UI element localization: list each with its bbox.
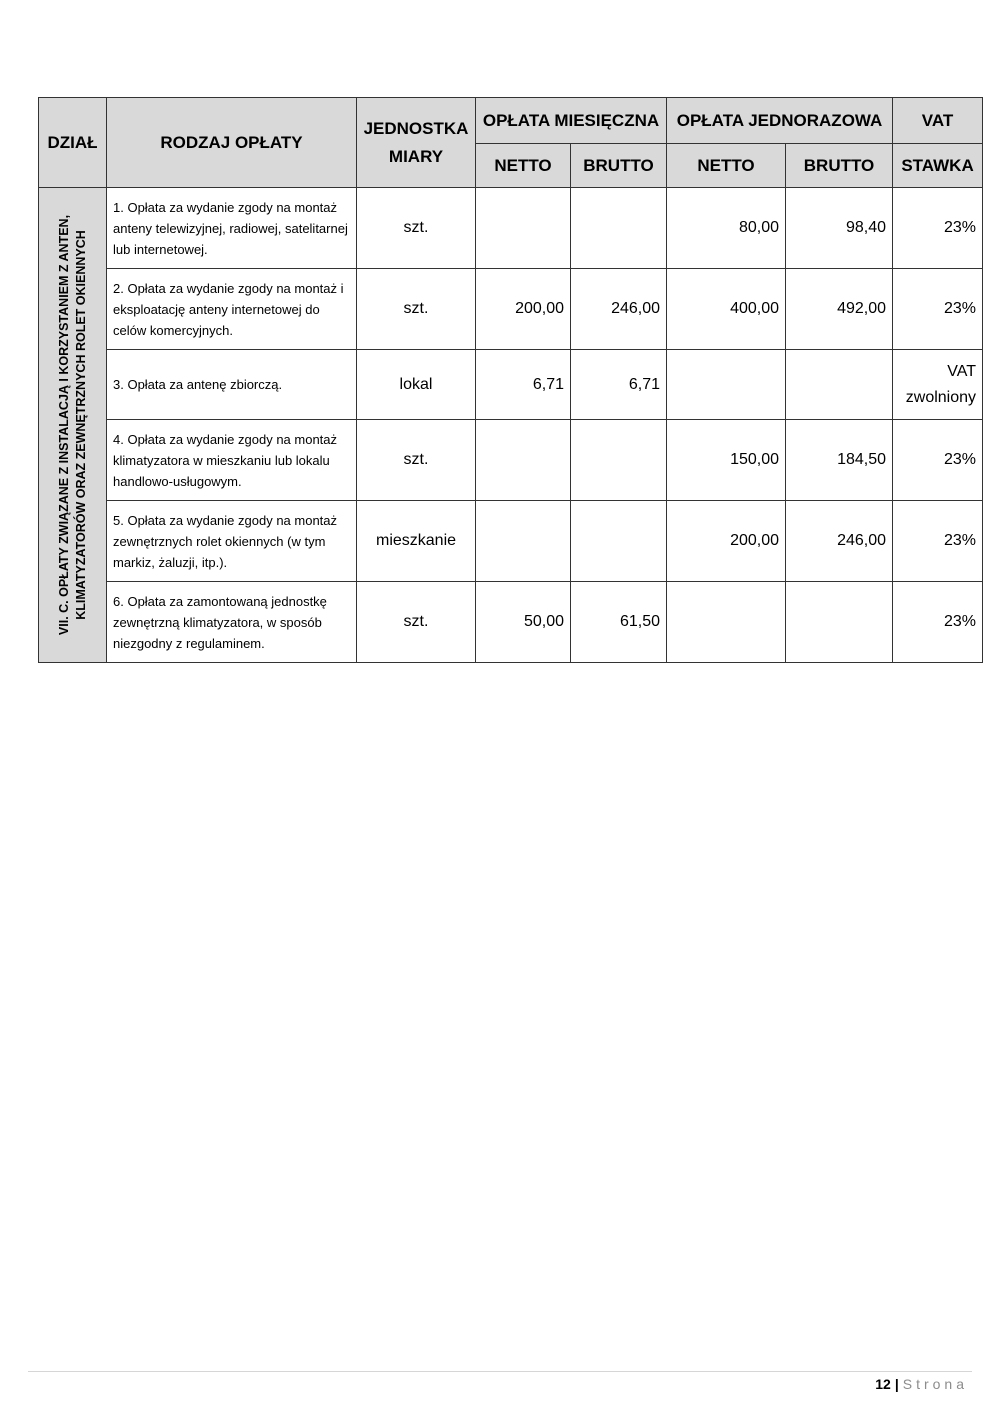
header-rodzaj-oplaty: RODZAJ OPŁATY (107, 98, 357, 188)
row-description: 4. Opłata za wydanie zgody na montaż klimatyzatora w mieszkaniu lub lokalu handlowo-usługowym. (107, 420, 357, 501)
table-row (39, 501, 983, 582)
row-vat-rate: 23% (893, 188, 983, 269)
row-onetime-brutto: 98,40 (786, 188, 893, 269)
row-unit: szt. (357, 269, 476, 350)
row-unit: lokal (357, 350, 476, 420)
row-vat-rate: 23% (893, 269, 983, 350)
row-vat-rate: 23% (893, 501, 983, 582)
row-onetime-brutto (786, 350, 893, 420)
row-description: 1. Opłata za wydanie zgody na montaż anteny telewizyjnej, radiowej, satelitarnej lub internetowej. (107, 188, 357, 269)
footer-divider (28, 1371, 972, 1372)
header-vat: VAT (893, 98, 983, 144)
header-brutto-monthly: BRUTTO (571, 144, 667, 188)
row-vat-rate: 23% (893, 582, 983, 663)
header-row-1 (39, 98, 983, 144)
row-monthly-netto: 6,71 (476, 350, 571, 420)
row-onetime-netto: 400,00 (667, 269, 786, 350)
row-onetime-netto (667, 582, 786, 663)
header-jednostka-miary: JEDNOSTKA MIARY (357, 98, 476, 188)
row-monthly-netto (476, 188, 571, 269)
row-onetime-brutto (786, 582, 893, 663)
row-onetime-brutto: 246,00 (786, 501, 893, 582)
section-cell (39, 188, 107, 663)
row-unit: szt. (357, 420, 476, 501)
row-monthly-brutto: 61,50 (571, 582, 667, 663)
header-dzial: DZIAŁ (39, 98, 107, 188)
row-description: 2. Opłata za wydanie zgody na montaż i eksploatację anteny internetowej do celów komercyjnych. (107, 269, 357, 350)
row-description: 6. Opłata za zamontowaną jednostkę zewnętrzną klimatyzatora, w sposób niezgodny z regulaminem. (107, 582, 357, 663)
row-vat-rate: VAT zwolniony (893, 350, 983, 420)
header-stawka: STAWKA (893, 144, 983, 188)
row-description: 5. Opłata za wydanie zgody na montaż zewnętrznych rolet okiennych (w tym markiz, żaluzji, itp.). (107, 501, 357, 582)
row-monthly-brutto: 246,00 (571, 269, 667, 350)
header-oplata-miesieczna: OPŁATA MIESIĘCZNA (476, 98, 667, 144)
table-row (39, 582, 983, 663)
footer-separator: | (894, 1376, 899, 1392)
row-monthly-netto (476, 420, 571, 501)
row-monthly-netto (476, 501, 571, 582)
row-monthly-brutto: 6,71 (571, 350, 667, 420)
row-onetime-netto: 200,00 (667, 501, 786, 582)
row-onetime-netto: 150,00 (667, 420, 786, 501)
section-title: VII. C. OPŁATY ZWIĄZANE Z INSTALACJĄ I KORZYSTANIEM Z ANTEN, KLIMATYZATORÓW ORAZ ZEWNĘTRZNYCH ROLET OKIENNYCH (56, 214, 88, 636)
row-unit: szt. (357, 188, 476, 269)
row-onetime-brutto: 492,00 (786, 269, 893, 350)
table-row (39, 350, 983, 420)
header-netto-onetime: NETTO (667, 144, 786, 188)
table-row (39, 188, 983, 269)
table-row (39, 269, 983, 350)
page-footer (875, 1376, 968, 1392)
row-monthly-brutto (571, 188, 667, 269)
row-monthly-netto: 200,00 (476, 269, 571, 350)
table-row (39, 420, 983, 501)
row-monthly-brutto (571, 420, 667, 501)
page-number: 12 (875, 1376, 891, 1392)
row-monthly-netto: 50,00 (476, 582, 571, 663)
row-onetime-netto: 80,00 (667, 188, 786, 269)
row-unit: mieszkanie (357, 501, 476, 582)
row-unit: szt. (357, 582, 476, 663)
header-oplata-jednorazowa: OPŁATA JEDNORAZOWA (667, 98, 893, 144)
row-description: 3. Opłata za antenę zbiorczą. (107, 350, 357, 420)
header-brutto-onetime: BRUTTO (786, 144, 893, 188)
page-word: Strona (902, 1376, 968, 1392)
row-onetime-brutto: 184,50 (786, 420, 893, 501)
fees-table (38, 97, 983, 663)
row-monthly-brutto (571, 501, 667, 582)
row-onetime-netto (667, 350, 786, 420)
row-vat-rate: 23% (893, 420, 983, 501)
header-netto-monthly: NETTO (476, 144, 571, 188)
